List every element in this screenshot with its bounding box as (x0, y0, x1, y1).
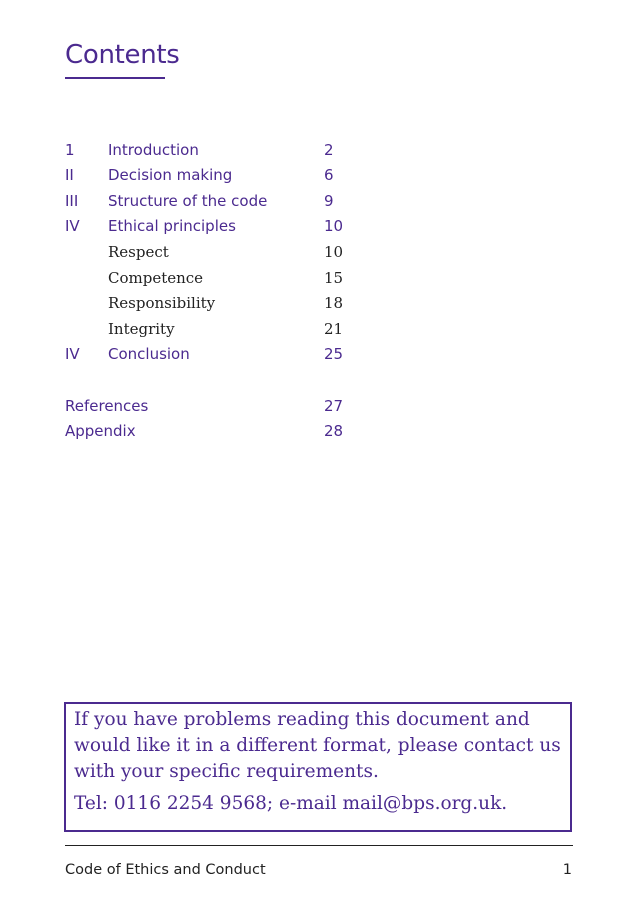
toc-entry-number: IV (65, 217, 80, 235)
toc-entry-references[interactable] (65, 395, 365, 417)
toc-entry-number: 1 (65, 141, 75, 159)
footer-page-number: 1 (562, 862, 572, 878)
toc-entry-page: 2 (324, 141, 334, 159)
toc-entry-competence[interactable] (65, 267, 365, 289)
footer-document-title: Code of Ethics and Conduct (65, 862, 266, 878)
toc-entry-page: 9 (324, 192, 334, 210)
toc-entry-label: Responsibility (108, 294, 216, 312)
toc-entry-label: Ethical principles (108, 217, 236, 235)
toc-entry-page: 10 (324, 217, 344, 235)
toc-entry-appendix[interactable] (65, 420, 365, 442)
toc-entry-label: References (65, 397, 149, 415)
accessibility-contact-box (64, 702, 572, 832)
toc-entry-page: 21 (324, 320, 344, 338)
toc-entry-conclusion[interactable] (65, 343, 365, 365)
toc-entry-integrity[interactable] (65, 318, 365, 340)
title-underline (65, 77, 165, 79)
toc-entry-label: Decision making (108, 166, 233, 184)
toc-entry-label: Respect (108, 243, 169, 261)
toc-entry-page: 15 (324, 269, 344, 287)
toc-entry-responsibility[interactable] (65, 292, 365, 314)
footer-divider (65, 845, 573, 846)
contact-details[interactable]: Tel: 0116 2254 9568; e-mail mail@bps.org.uk. (74, 793, 508, 814)
toc-entry-label: Competence (108, 269, 204, 287)
toc-entry-page: 6 (324, 166, 334, 184)
contact-message: If you have problems reading this document and would like it in a different format, please contact us with your specific requirements. (74, 709, 561, 782)
toc-entry-label: Integrity (108, 320, 175, 338)
toc-entry-number: II (65, 166, 74, 184)
toc-entry-decision-making[interactable] (65, 164, 365, 186)
toc-entry-ethical-principles[interactable] (65, 215, 365, 237)
toc-entry-number: IV (65, 345, 80, 363)
toc-entry-label: Structure of the code (108, 192, 268, 210)
toc-entry-page: 27 (324, 397, 344, 415)
toc-entry-introduction[interactable] (65, 139, 365, 161)
toc-entry-page: 28 (324, 422, 344, 440)
toc-entry-structure-of-the-code[interactable] (65, 190, 365, 212)
toc-entry-page: 18 (324, 294, 344, 312)
toc-entry-label: Introduction (108, 141, 199, 159)
page-title: Contents (65, 40, 180, 70)
toc-entry-label: Appendix (65, 422, 136, 440)
toc-entry-respect[interactable] (65, 241, 365, 263)
toc-entry-page: 25 (324, 345, 344, 363)
toc-entry-number: III (65, 192, 79, 210)
toc-entry-page: 10 (324, 243, 344, 261)
toc-entry-label: Conclusion (108, 345, 190, 363)
